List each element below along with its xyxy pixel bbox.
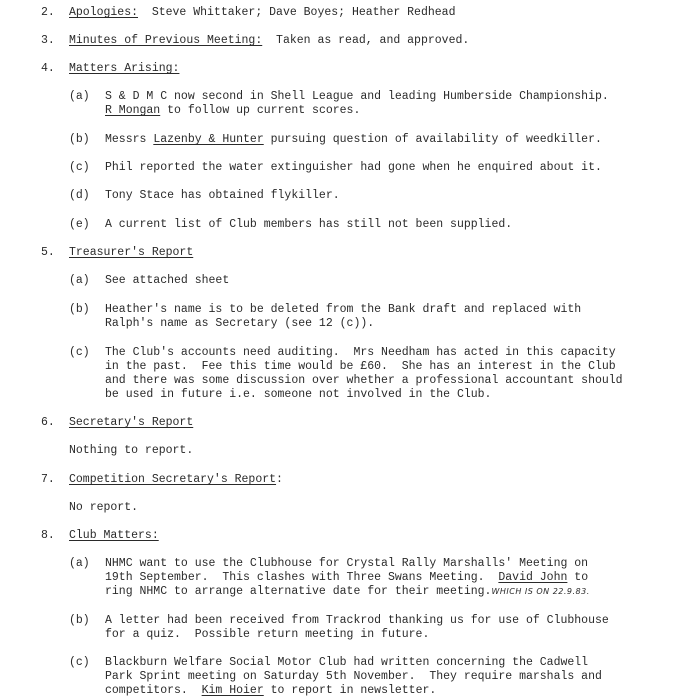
sub-text-rest: to: [567, 571, 589, 584]
person-name: Lazenby & Hunter: [153, 133, 264, 146]
sub-label: (a): [69, 274, 90, 287]
sub-text: [105, 104, 360, 118]
person-name: David John: [498, 571, 568, 584]
minutes-line: [69, 34, 469, 48]
sub-text-rest: pursuing question of availability of weedkiller.: [263, 133, 602, 146]
sub-label: (b): [69, 614, 90, 627]
sub-text: Park Sprint meeting on Saturday 5th November. They require marshals and: [105, 670, 602, 683]
item-body: No report.: [69, 501, 139, 514]
apologies-line: [69, 6, 455, 20]
sub-text: NHMC want to use the Clubhouse for Crystal Rally Marshalls' Meeting on: [105, 557, 589, 570]
item-heading: Club Matters:: [69, 529, 159, 542]
sub-text-pre: ring NHMC to arrange alternative date for their meeting.: [105, 585, 492, 598]
item-heading: Matters Arising:: [69, 62, 180, 75]
sub-label: (b): [69, 133, 90, 146]
sub-text-rest: to report in newsletter.: [263, 684, 437, 697]
item-number: 8.: [41, 529, 55, 542]
sub-text: Phil reported the water extinguisher had gone when he enquired about it.: [105, 161, 602, 174]
sub-text: [105, 571, 588, 585]
sub-text: in the past. Fee this time would be £60. She has an interest in the Club: [105, 360, 616, 373]
competition-heading-line: [69, 473, 283, 487]
sub-text: Blackburn Welfare Social Motor Club had written concerning the Cadwell: [105, 656, 589, 669]
item-body: Nothing to report.: [69, 444, 194, 457]
sub-text: [105, 585, 590, 599]
item-heading: Secretary's Report: [69, 416, 194, 429]
sub-text: The Club's accounts need auditing. Mrs Needham has acted in this capacity: [105, 346, 616, 359]
sub-label: (a): [69, 557, 90, 570]
handwritten-note: WHICH IS ON 22.9.83.: [491, 587, 590, 596]
sub-text: A current list of Club members has still not been supplied.: [105, 218, 513, 231]
sub-text: [105, 133, 602, 147]
sub-text: [105, 684, 436, 698]
sub-text: See attached sheet: [105, 274, 230, 287]
person-name: R Mongan: [105, 104, 161, 117]
item-text: Taken as read, and approved.: [262, 34, 470, 47]
item-number: 7.: [41, 473, 55, 486]
sub-text: Tony Stace has obtained flykiller.: [105, 189, 340, 202]
item-text: Steve Whittaker; Dave Boyes; Heather Redhead: [138, 6, 456, 19]
sub-text: S & D M C now second in Shell League and leading Humberside Championship.: [105, 90, 609, 103]
sub-label: (c): [69, 346, 90, 359]
sub-text: Ralph's name as Secretary (see 12 (c)).: [105, 317, 375, 330]
sub-label: (a): [69, 90, 90, 103]
item-2: [41, 6, 55, 20]
sub-label: (c): [69, 161, 90, 174]
sub-text: A letter had been received from Trackrod thanking us for use of Clubhouse: [105, 614, 609, 627]
sub-text-pre: Messrs: [105, 133, 154, 146]
item-heading: Treasurer's Report: [69, 246, 194, 259]
item-heading: Apologies:: [69, 6, 139, 19]
item-heading: Minutes of Previous Meeting:: [69, 34, 263, 47]
sub-label: (d): [69, 189, 90, 202]
sub-text-pre: competitors.: [105, 684, 202, 697]
sub-label: (e): [69, 218, 90, 231]
heading-colon: :: [276, 473, 283, 486]
sub-text: be used in future i.e. someone not involved in the Club.: [105, 388, 492, 401]
item-number: 6.: [41, 416, 55, 429]
item-number: 3.: [41, 34, 55, 47]
item-heading: Competition Secretary's Report: [69, 473, 277, 486]
sub-text: Heather's name is to be deleted from the Bank draft and replaced with: [105, 303, 582, 316]
item-number: 4.: [41, 62, 55, 75]
item-number: 5.: [41, 246, 55, 259]
sub-text-rest: to follow up current scores.: [160, 104, 361, 117]
person-name: Kim Hoier: [201, 684, 264, 697]
sub-label: (c): [69, 656, 90, 669]
sub-text: and there was some discussion over whether a professional accountant should: [105, 374, 623, 387]
item-number: 2.: [41, 6, 55, 19]
sub-text: for a quiz. Possible return meeting in future.: [105, 628, 430, 641]
sub-text-pre: 19th September. This clashes with Three Swans Meeting.: [105, 571, 499, 584]
sub-label: (b): [69, 303, 90, 316]
